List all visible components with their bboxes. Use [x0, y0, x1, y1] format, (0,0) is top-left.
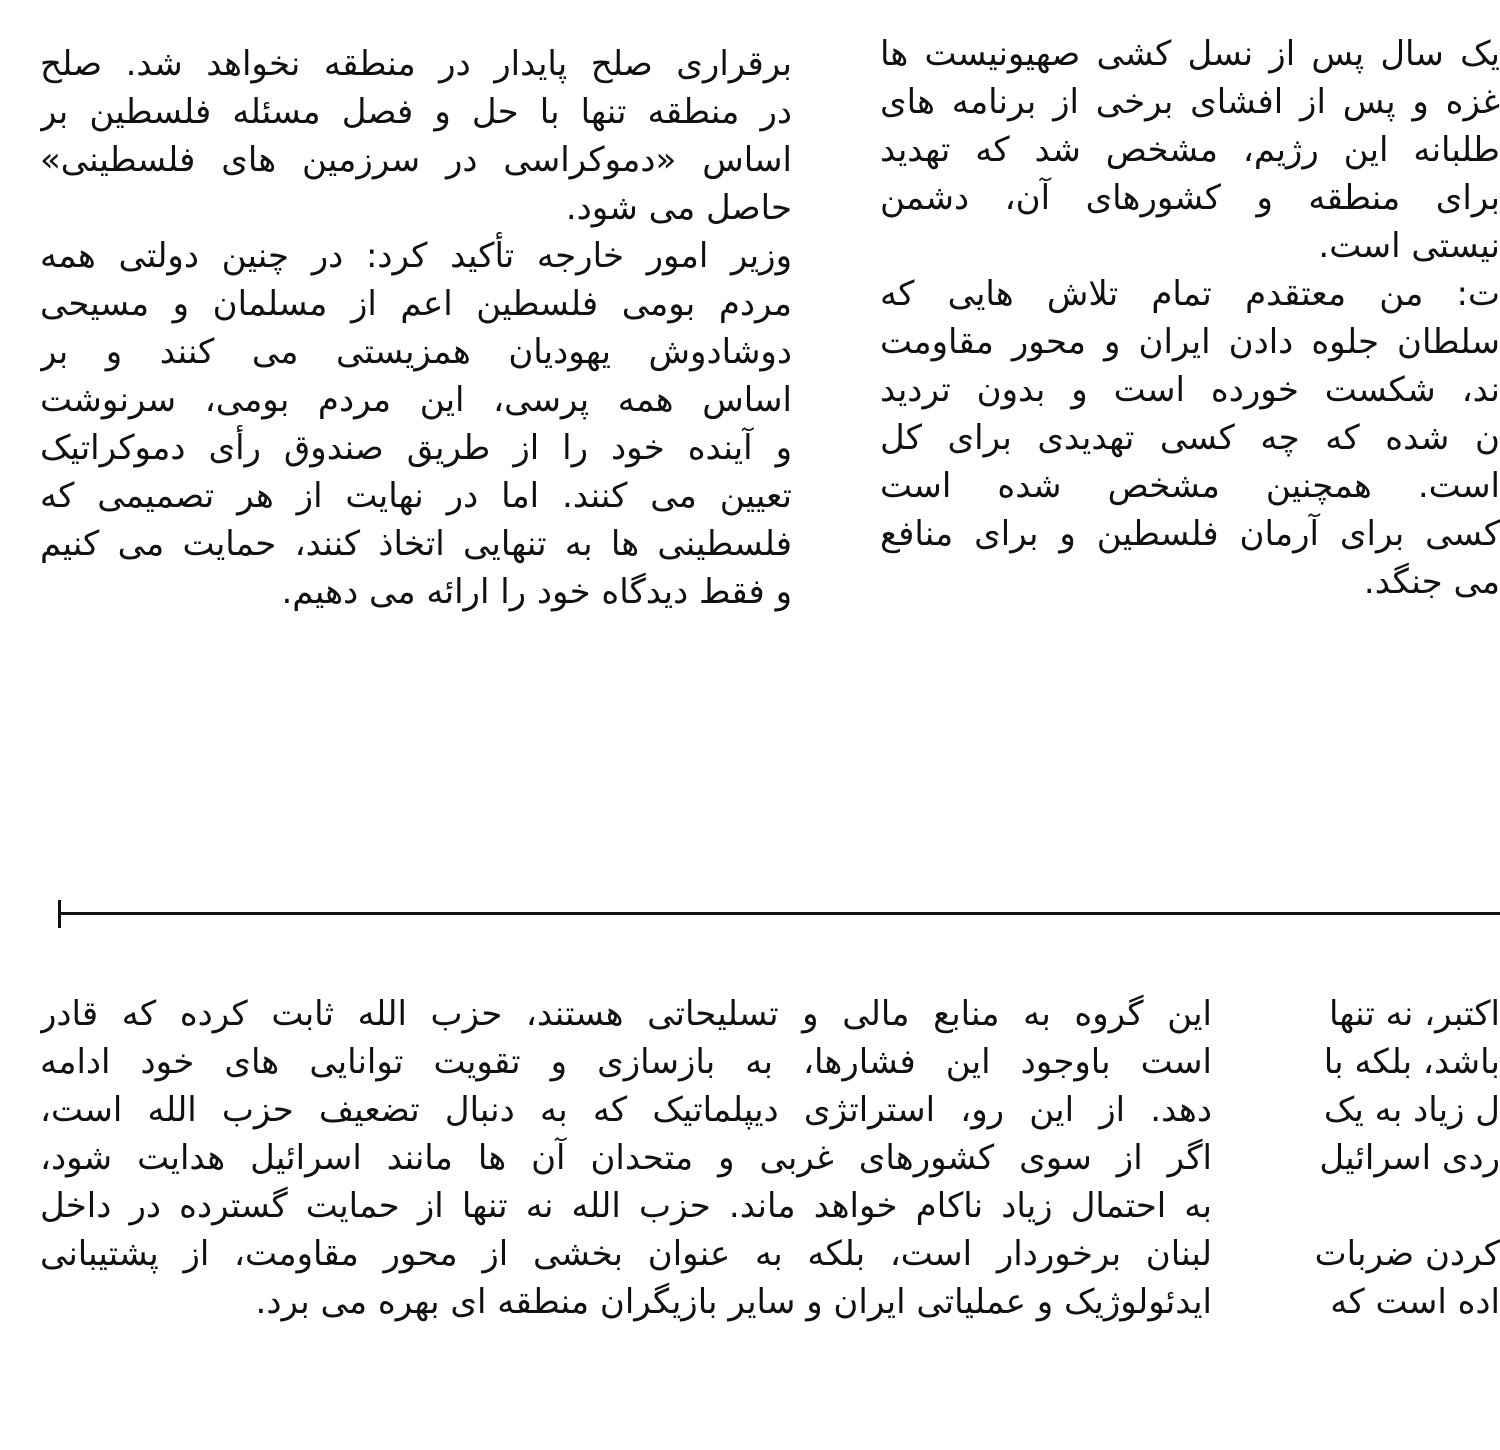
- text-line: در منطقه تنها با حل و فصل مسئله فلسطین بر: [40, 92, 792, 132]
- text-line: می جنگد.: [1363, 562, 1500, 602]
- text-line: باشد، بلکه با: [1323, 1042, 1500, 1082]
- text-line: ل زیاد به یک: [1323, 1090, 1500, 1130]
- text-line: است. همچنین مشخص شده است: [880, 466, 1500, 506]
- section-divider: [58, 912, 1500, 915]
- paragraph-gap: [1300, 1182, 1500, 1230]
- text-line: اساس همه پرسی، این مردم بومی، سرنوشت: [40, 380, 792, 420]
- text-line: دهد. از این رو، استراتژی دیپلماتیک که به دنبال تضعیف حزب الله است،: [40, 1090, 1212, 1130]
- text-line: سلطان جلوه دادن ایران و محور مقاومت: [880, 322, 1500, 362]
- article-column-top-left: [40, 30, 792, 860]
- text-line: ردی اسرائیل: [1319, 1138, 1500, 1178]
- text-line: تعیین می کنند. اما در نهایت از هر تصمیمی که: [40, 476, 792, 516]
- text-line: مردم بومی فلسطین اعم از مسلمان و مسیحی: [40, 284, 792, 324]
- article-column-bottom-right: [1300, 990, 1500, 1450]
- text-line: طلبانه این رژیم، مشخص شد که تهدید: [880, 130, 1500, 170]
- text-line: ند، شکست خورده است و بدون تردید: [880, 370, 1500, 410]
- text-line: اکتبر، نه تنها: [1329, 994, 1500, 1034]
- text-line: و فقط دیدگاه خود را ارائه می دهیم.: [281, 572, 792, 612]
- text-line: ن شده که چه کسی تهدیدی برای کل: [880, 418, 1500, 458]
- article-column-top-right: [880, 30, 1500, 830]
- text-line: دوشادوش یهودیان همزیستی می کنند و بر: [40, 332, 792, 372]
- text-line: لبنان برخوردار است، بلکه به عنوان بخشی از محور مقاومت، از پشتیبانی: [40, 1234, 1212, 1274]
- cut-off-line: [40, 30, 792, 40]
- text-line: اگر از سوی کشورهای غربی و متحدان آن ها مانند اسرائیل هدایت شود،: [40, 1138, 1212, 1178]
- text-line: برقراری صلح پایدار در منطقه نخواهد شد. صلح: [40, 44, 792, 84]
- text-line: این گروه به منابع مالی و تسلیحاتی هستند، حزب الله ثابت کرده که قادر: [40, 994, 1212, 1034]
- text-line: است باوجود این فشارها، به بازسازی و تقویت توانایی های خود ادامه: [40, 1042, 1212, 1082]
- text-line: حاصل می شود.: [565, 188, 792, 228]
- article-column-bottom-main: [40, 990, 1212, 1450]
- section-divider-cap: [58, 900, 61, 928]
- text-line: کسی برای آرمان فلسطین و برای منافع: [880, 514, 1500, 554]
- text-line: اده است که: [1330, 1282, 1500, 1322]
- text-line: کردن ضربات: [1314, 1234, 1500, 1274]
- text-line: غزه و پس از افشای برخی از برنامه های: [880, 82, 1500, 122]
- text-line: و آینده خود را از طریق صندوق رأی دموکراتیک: [40, 428, 792, 468]
- text-line: برای منطقه و کشورهای آن، دشمن: [880, 178, 1500, 218]
- text-line: وزیر امور خارجه تأکید کرد: در چنین دولتی همه: [40, 236, 792, 276]
- text-line: فلسطینی ها به تنهایی اتخاذ کنند، حمایت می کنیم: [40, 524, 792, 564]
- text-line: ایدئولوژیک و عملیاتی ایران و سایر بازیگران منطقه ای بهره می برد.: [255, 1282, 1212, 1322]
- text-line: یک سال پس از نسل کشی صهیونیست ها: [880, 34, 1500, 74]
- text-line: به احتمال زیاد ناکام خواهد ماند. حزب الله نه تنها از حمایت گسترده در داخل: [40, 1186, 1212, 1226]
- text-line: ت: من معتقدم تمام تلاش هایی که: [880, 274, 1500, 314]
- text-line: اساس «دموکراسی در سرزمین های فلسطینی»: [40, 140, 792, 180]
- text-line: نیستی است.: [1318, 226, 1500, 266]
